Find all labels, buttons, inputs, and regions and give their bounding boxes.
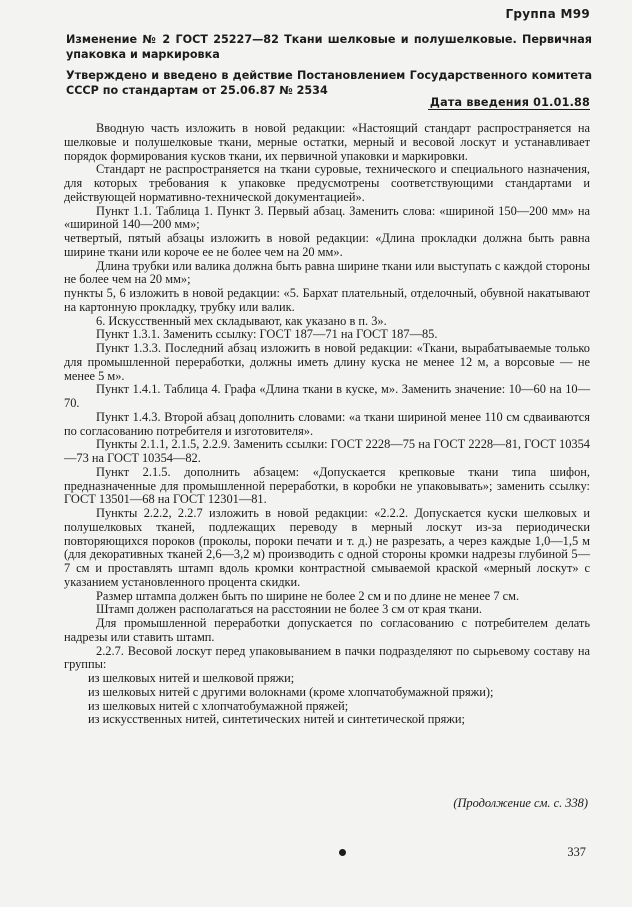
paragraph: Пункт 1.4.3. Второй абзац дополнить словами: «а ткани шириной менее 110 см сдваиваются по согласованию потребителя и изготовителя».: [64, 409, 590, 438]
paragraph: Длина трубки или валика должна быть равна ширине ткани или выступать с каждой стороны не более чем на 20 мм»;: [64, 258, 590, 287]
paragraph: Штамп должен располагаться на расстоянии не более 3 см от края ткани.: [96, 602, 483, 617]
paragraph: Пункт 1.3.1. Заменить ссылку: ГОСТ 187—71 на ГОСТ 187—85.: [96, 327, 438, 342]
continuation-note: (Продолжение см. с. 338): [453, 796, 588, 810]
paragraph: Пункты 2.2.2, 2.2.7 изложить в новой редакции: «2.2.2. Допускается куски шелковых и полушелковых тканей, подлежащих переводу в мерный лоскут из-за периодически повторяющихся пороков (проколы, пороки печати и т. д.) не разрезать, а через каждые 1,0—1,5 м (для декоративных тканей 2,6—3,2 м) производить с одной стороны кромки надрезы глубиной 5—7 см и проставлять штамп вдоль кромки контрастной смываемой краской «мерный лоскут» с указанием установленного процента скидки.: [64, 506, 590, 589]
list-item: из шелковых нитей с другими волокнами (кроме хлопчатобумажной пряжи);: [88, 684, 494, 699]
paragraph: Для промышленной переработки допускается по согласованию с потребителем делать надрезы или ставить штамп.: [64, 616, 590, 644]
paragraph: пункты 5, 6 изложить в новой редакции: «5. Бархат плательный, отделочный, обувной накатывают на картонную прокладку, трубку или валик.: [64, 286, 590, 314]
paragraph: Вводную часть изложить в новой редакции: «Настоящий стандарт распространяется на шелковые и полушелковые ткани, мерные остатки, мерный и весовой лоскут и устанавливает порядок формирования кусков ткани, их первичной упаковки и маркировки.: [64, 121, 590, 163]
ink-dot: [339, 849, 346, 856]
paragraph: Пункт 1.3.3. Последний абзац изложить в новой редакции: «Ткани, вырабатываемые только для промышленной переработки, должны иметь длину куска не менее 12 м, а ворсовые — не менее 5 м».: [64, 341, 590, 383]
paragraph: Пункты 2.1.1, 2.1.5, 2.2.9. Заменить ссылки: ГОСТ 2228—75 на ГОСТ 2228—81, ГОСТ 10354—73 на ГОСТ 10354—82.: [64, 437, 590, 465]
paragraph: Пункт 2.1.5. дополнить абзацем: «Допускается крепковые ткани типа шифон, предназначенные для промышленной переработки, в коробки не упаковывать»; заменить ссылку: ГОСТ 13501—68 на ГОСТ 12301—81.: [64, 464, 590, 507]
amendment-title: Изменение № 2 ГОСТ 25227—82 Ткани шелковые и полушелковые. Первичная упаковка и маркировка: [66, 33, 592, 61]
date-underline: [428, 109, 590, 110]
paragraph: 6. Искусственный мех складывают, как указано в п. 3».: [96, 313, 387, 328]
list-item: из шелковых нитей с хлопчатобумажной пряжей;: [88, 698, 349, 713]
paragraph: Размер штампа должен быть по ширине не более 2 см и по длине не менее 7 см.: [96, 588, 520, 603]
paragraph: четвертый, пятый абзацы изложить в новой редакции: «Длина прокладки должна быть равна ширине ткани или короче ее не более чем на 20 мм».: [64, 231, 590, 259]
effective-date: Дата введения 01.01.88: [429, 96, 590, 109]
approval-statement: Утверждено и введено в действие Постановлением Государственного комитета СССР по стандартам от 25.06.87 № 2534: [66, 69, 592, 97]
paragraph: Пункт 1.4.1. Таблица 4. Графа «Длина ткани в куске, м». Заменить значение: 10—60 на 10—70.: [64, 382, 590, 410]
paragraph: Стандарт не распространяется на ткани суровые, технического и специального назначения, для которых требования к упаковке предусмотрены соответствующими стандартами и действующей нормативно-технической документацией».: [64, 162, 590, 204]
group-label: Группа М99: [505, 7, 590, 21]
list-item: из искусственных нитей, синтетических нитей и синтетической пряжи;: [88, 712, 465, 727]
paragraph: 2.2.7. Весовой лоскут перед упаковыванием в пачки подразделяют по сырьевому составу на группы:: [64, 643, 590, 672]
document-body: [64, 122, 590, 727]
page-number: 337: [567, 845, 586, 859]
list-item: из шелковых нитей и шелковой пряжи;: [88, 671, 295, 685]
paragraph: Пункт 1.1. Таблица 1. Пункт 3. Первый абзац. Заменить слова: «шириной 150—200 мм» на «шириной 140—200 мм»;: [64, 203, 590, 232]
